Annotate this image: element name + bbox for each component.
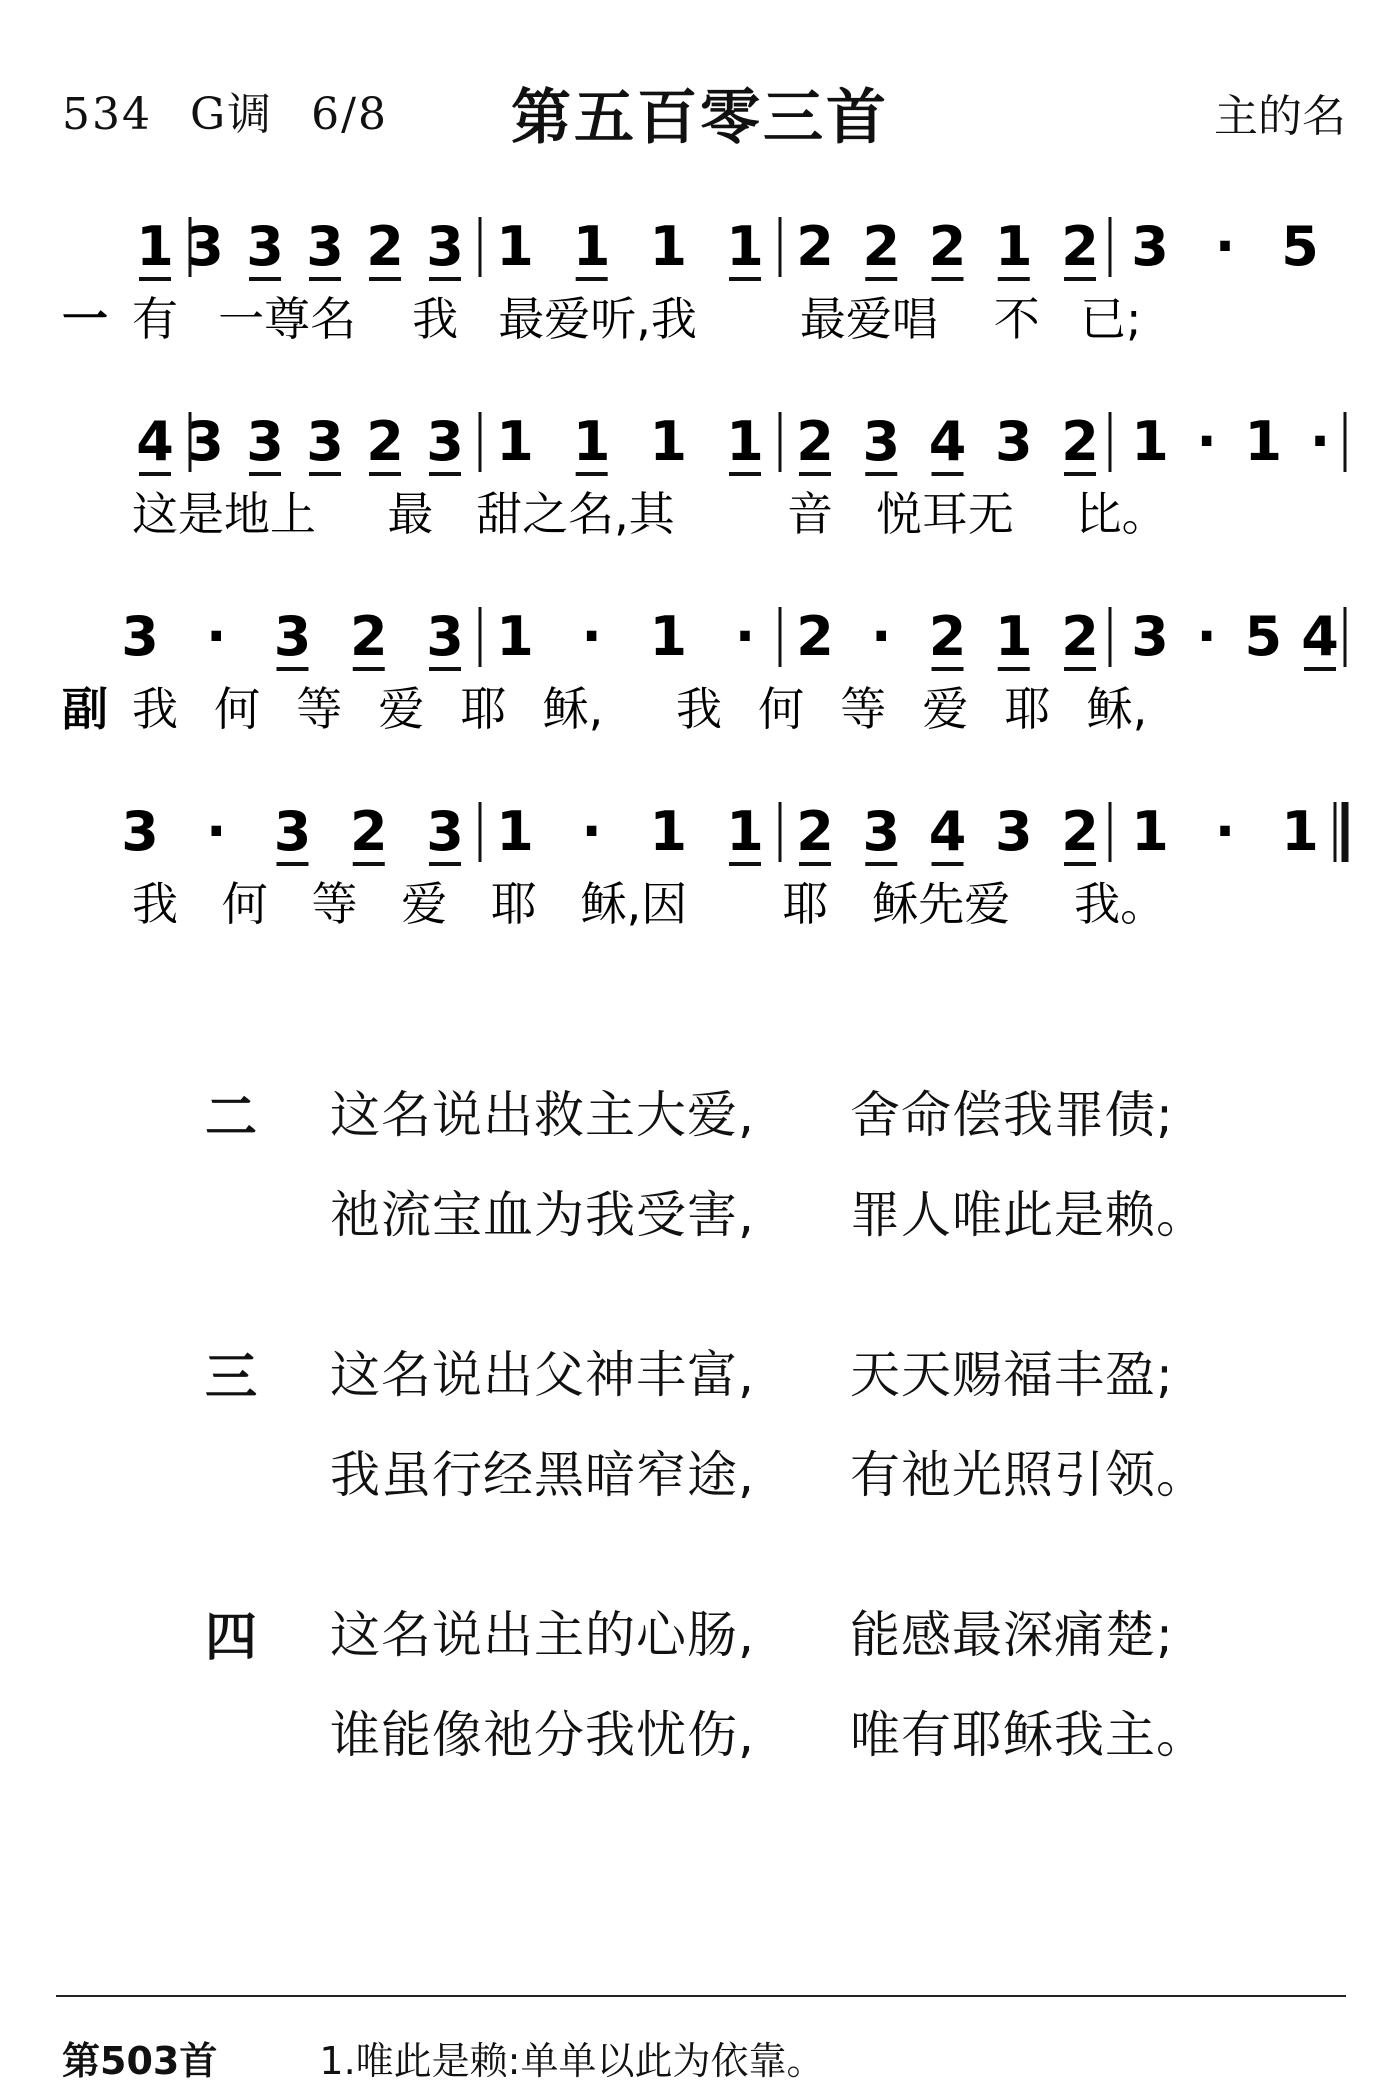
note: 1 <box>1281 800 1319 863</box>
note: 3 <box>862 800 901 863</box>
verse-label: 二 <box>205 1088 258 1148</box>
hymn-number: 534 <box>62 89 152 140</box>
note: 1 <box>136 215 174 278</box>
note: · <box>1196 605 1217 668</box>
lyric-syllable: 何 <box>221 877 268 931</box>
note: 5 <box>1281 215 1319 278</box>
verse-label: 一 <box>62 292 108 346</box>
note: 3 <box>426 215 464 278</box>
lyric-syllable: 我 <box>132 682 178 736</box>
verse-line: 谁能像祂分我忧伤, <box>330 1706 755 1764</box>
lyric-syllable: 不 <box>993 292 1040 346</box>
note: 3 <box>246 215 284 278</box>
note: 3 <box>862 410 901 473</box>
lyric-syllable: 最爱听,我 <box>498 292 697 346</box>
verse-label: 三 <box>205 1348 258 1408</box>
note: 3 <box>994 410 1033 473</box>
note: 1 <box>496 800 534 863</box>
lyric-syllable: 何 <box>758 682 805 736</box>
note: · <box>870 605 892 668</box>
note: 1 <box>994 215 1033 278</box>
note: 1 <box>572 410 611 473</box>
note: 2 <box>349 800 388 863</box>
verse-line: 唯有耶稣我主。 <box>850 1706 1207 1764</box>
note: 2 <box>1061 605 1099 668</box>
note: 1 <box>994 605 1033 668</box>
hymn-key: G调 <box>189 89 274 140</box>
note: 4 <box>928 410 967 473</box>
note: 1 <box>649 605 688 668</box>
note: 4 <box>928 800 967 863</box>
note: 1 <box>496 410 534 473</box>
note: 2 <box>928 215 967 278</box>
note: 1 <box>649 800 688 863</box>
note: 3 <box>186 410 224 473</box>
lyric-syllable: 爱 <box>378 682 425 736</box>
footer-divider <box>56 1995 1346 1997</box>
note: 3 <box>273 605 312 668</box>
note: 3 <box>426 410 464 473</box>
lyric-syllable: 悦耳无 <box>875 487 1014 541</box>
footnote-label: 第503首 <box>62 2039 218 2083</box>
lyric-syllable: 爱 <box>401 877 448 931</box>
note: 2 <box>1061 215 1099 278</box>
note: 2 <box>349 605 388 668</box>
note: 3 <box>426 605 464 668</box>
verse-line: 我虽行经黑暗窄途, <box>330 1446 755 1504</box>
note: · <box>1214 215 1236 278</box>
lyric-syllable: 稣, <box>542 682 604 736</box>
note: 3 <box>994 800 1033 863</box>
note: 1 <box>726 410 764 473</box>
note: 5 <box>1244 605 1283 668</box>
numbered-score <box>0 190 1400 970</box>
note: 1 <box>1131 410 1169 473</box>
note: 3 <box>246 410 284 473</box>
note: 1 <box>649 215 688 278</box>
note: 1 <box>496 215 534 278</box>
note: 2 <box>366 215 404 278</box>
note: · <box>205 605 227 668</box>
lyric-syllable: 一尊名 <box>218 292 357 346</box>
verse-line: 祂流宝血为我受害, <box>330 1186 755 1244</box>
lyric-syllable: 爱 <box>922 682 969 736</box>
verse-line: 这名说出救主大爱, <box>330 1086 755 1144</box>
lyric-syllable: 最 <box>387 487 434 541</box>
note: 3 <box>306 215 344 278</box>
lyric-syllable: 耶 <box>782 877 829 931</box>
lyric-syllable: 已; <box>1079 292 1142 346</box>
note: 2 <box>862 215 901 278</box>
footnote <box>62 2030 824 2085</box>
verse-line: 罪人唯此是赖。 <box>850 1186 1207 1244</box>
lyric-syllable: 稣先爱 <box>872 877 1011 931</box>
note: 3 <box>186 215 224 278</box>
lyric-syllable: 比。 <box>1075 487 1168 541</box>
hymn-time-signature: 6/8 <box>311 89 388 140</box>
note: 1 <box>726 800 764 863</box>
note: 1 <box>1244 410 1283 473</box>
note: 2 <box>928 605 967 668</box>
note: 4 <box>136 410 174 473</box>
note: 1 <box>649 410 688 473</box>
note: · <box>205 800 227 863</box>
lyric-syllable: 等 <box>296 682 343 736</box>
note: 1 <box>1131 800 1169 863</box>
lyric-syllable: 这是地上 <box>132 487 316 541</box>
verse-line: 有祂光照引领。 <box>850 1446 1207 1504</box>
hymn-title: 第五百零三首 <box>511 83 889 153</box>
verse-line: 天天赐福丰盈; <box>850 1346 1174 1404</box>
lyric-syllable: 等 <box>311 877 358 931</box>
note: 3 <box>426 800 464 863</box>
note: 2 <box>796 215 834 278</box>
note: 3 <box>306 410 344 473</box>
note: 2 <box>796 800 834 863</box>
lyric-syllable: 稣, <box>1086 682 1148 736</box>
note: · <box>734 605 756 668</box>
lyric-syllable: 耶 <box>460 682 507 736</box>
note: · <box>581 800 602 863</box>
verse-label: 副 <box>62 682 108 736</box>
note: · <box>1309 410 1331 473</box>
footnote-text: 1.唯此是赖:单单以此为依靠。 <box>319 2039 825 2083</box>
note: · <box>1214 800 1236 863</box>
note: 4 <box>1301 605 1339 668</box>
verse-line: 舍命偿我罪债; <box>850 1086 1174 1144</box>
note: 2 <box>1061 410 1099 473</box>
note: 3 <box>121 605 159 668</box>
hymn-subject: 主的名 <box>1214 91 1346 142</box>
note: 3 <box>273 800 312 863</box>
verse-line: 这名说出父神丰富, <box>330 1346 755 1404</box>
note: 1 <box>572 215 611 278</box>
lyric-syllable: 耶 <box>490 877 537 931</box>
note: 2 <box>796 605 834 668</box>
lyric-syllable: 何 <box>214 682 261 736</box>
note: 1 <box>496 605 534 668</box>
note: 3 <box>121 800 159 863</box>
note: 1 <box>726 215 764 278</box>
lyric-syllable: 我 <box>412 292 459 346</box>
lyric-syllable: 我 <box>676 682 722 736</box>
lyric-syllable: 最爱唱 <box>799 292 938 346</box>
lyric-syllable: 甜之名,其 <box>476 487 675 541</box>
lyric-syllable: 稣,因 <box>580 877 688 931</box>
note: 3 <box>1131 215 1169 278</box>
note: 2 <box>1061 800 1099 863</box>
verse-label: 四 <box>205 1608 258 1668</box>
verse-line: 这名说出主的心肠, <box>330 1606 755 1664</box>
verse-line: 能感最深痛楚; <box>850 1606 1174 1664</box>
lyric-syllable: 有 <box>132 292 178 346</box>
lyric-syllable: 等 <box>840 682 887 736</box>
lyric-syllable: 耶 <box>1004 682 1051 736</box>
lyric-syllable: 我。 <box>1074 877 1167 931</box>
note: 2 <box>796 410 834 473</box>
note: · <box>581 605 602 668</box>
note: 2 <box>366 410 404 473</box>
lyric-syllable: 音 <box>787 487 834 541</box>
note: · <box>1196 410 1217 473</box>
note: 3 <box>1131 605 1169 668</box>
lyric-syllable: 我 <box>132 877 178 931</box>
